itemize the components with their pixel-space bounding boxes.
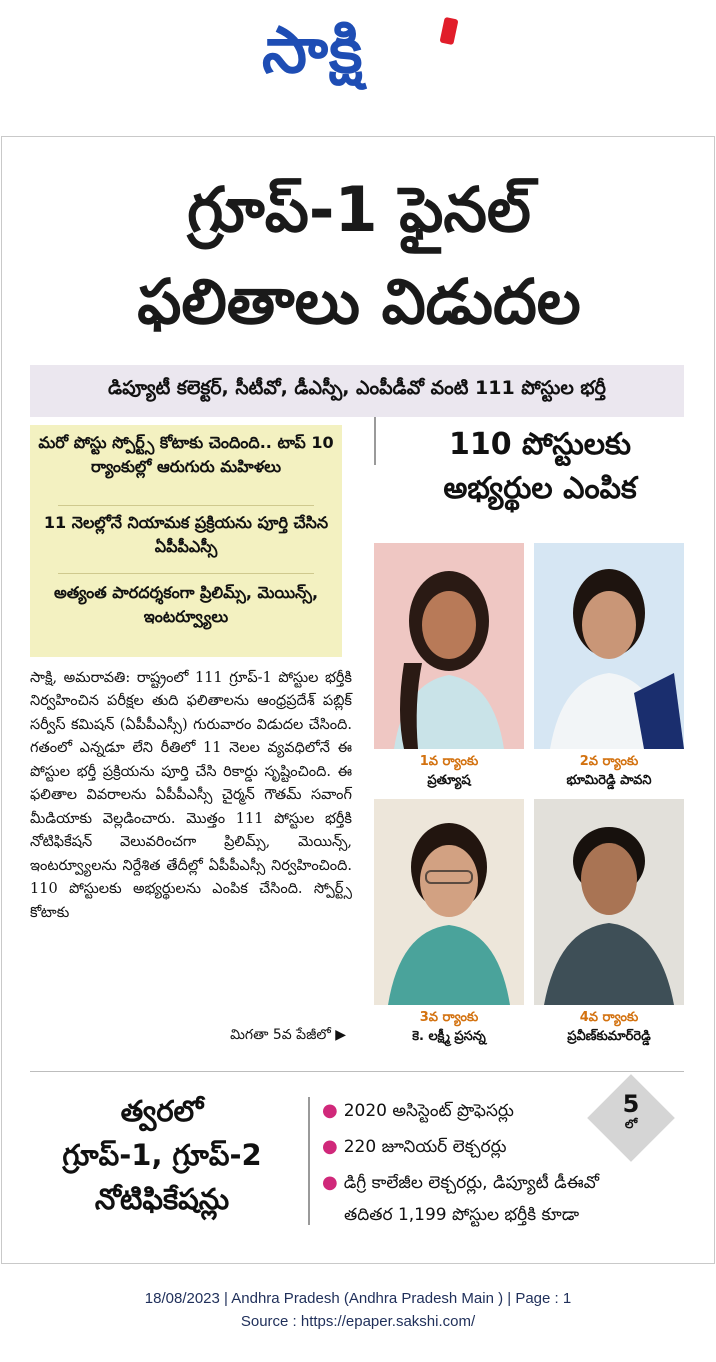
page-ref-number: 5 [622, 1090, 640, 1118]
topper-caption-4 [534, 1009, 684, 1047]
column-divider [308, 1097, 310, 1225]
logo-accent-mark [439, 17, 458, 45]
bullet-dot-icon: ● [322, 1172, 338, 1193]
subheadline: డిప్యూటీ కలెక్టర్, సీటీవో, డీఎస్పీ, ఎంపీడీవో వంటి 111 పోస్టుల భర్తీ [108, 377, 606, 399]
masthead [0, 0, 716, 110]
footer-source-link[interactable]: Source : https://epaper.sakshi.com/ [240, 1312, 476, 1330]
bullet-text: 2020 అసిస్టెంట్ ప్రొఫెసర్లు [343, 1101, 514, 1121]
page-ref-label [600, 1091, 662, 1134]
topper-photo-1 [374, 543, 524, 749]
rank-label: 2వ ర్యాంకు [579, 754, 639, 769]
topper-caption-3 [374, 1009, 524, 1047]
topper-name: భూమిరెడ్డి పావని [566, 772, 652, 788]
footer [0, 1288, 716, 1333]
continued-label: మిగతా 5వ పేజీలో [230, 1027, 331, 1043]
subheadline-band [30, 365, 684, 417]
bullet-continuation: తదితర 1,199 పోస్టుల భర్తీకి కూడా [344, 1205, 580, 1225]
bullet-text: 220 జూనియర్ లెక్చరర్లు [343, 1137, 507, 1157]
divider [58, 573, 314, 574]
notifications-headline-line: నోటిఫికేషన్లు [94, 1182, 230, 1217]
footer-date-edition: 18/08/2023 | Andhra Pradesh (Andhra Pradesh Main ) | Page : 1 [144, 1290, 572, 1307]
section-divider [30, 1071, 684, 1072]
topper-photo-3 [374, 799, 524, 1005]
news-clipping [1, 136, 715, 1264]
headline-line-2: ఫలితాలు విడుదల [137, 265, 581, 338]
article-body: సాక్షి, అమరావతి: రాష్ట్రంలో 111 గ్రూప్‌-1 పోస్టుల భర్తీకి నిర్వహించిన పరీక్షల తుది ఫలితాలను ఆంధ్రప్రదేశ్ పబ్లిక్ సర్వీస్ కమిషన్ (ఏపీపీఎస్సీ) గురువారం విడుదల చేసింది. గతంలో ఎన్నడూ లేని రీతిలో 11 నెలల వ్యవధిలోనే ఈ పోస్టుల భర్తీ ప్రక్రియను పూర్తి చేసి రికార్డు సృష్టించింది. ఈ ఫలితాల వివరాలను ఏపీపీఎస్సీ చైర్మన్ గౌతమ్ సవాంగ్ మీడియాకు వెల్లడించారు. మొత్తం 111 పోస్టుల భర్తీకి నోటిఫికేషన్ వెలువరించగా ప్రిలిమ్స్, మెయిన్స్, ఇంటర్వ్యూలను నిర్దేశిత తేదీల్లో ఏపీపీఎస్సీ నిర్వహించింది. 110 పోస్టులకు అభ్యర్థులను ఎంపిక చేసింది. స్పోర్ట్స్ కోటాకు [30, 670, 352, 921]
bullet-dot-icon: ● [322, 1100, 338, 1121]
highlight-item: 11 నెలల్లోనే నియామక ప్రక్రియను పూర్తి చేసిన ఏపీపీఎస్సీ [43, 513, 329, 556]
highlight-item: మరో పోస్టు స్పోర్ట్స్ కోటాకు చెందింది.. టాప్ 10 ర్యాంకుల్లో ఆరుగురు మహిళలు [38, 433, 334, 476]
headline-line-1: గ్రూప్‌-1 ఫైనల్‌ [187, 173, 531, 246]
topper-name: కె. లక్ష్మీ ప్రసన్న [412, 1028, 486, 1044]
selection-headline: 110 పోస్టులకు అభ్యర్థుల ఎంపిక [443, 427, 637, 506]
continued-note[interactable] [180, 1027, 346, 1046]
bullet-item [322, 1133, 507, 1161]
notifications-headline-line: గ్రూప్‌-1, గ్రూప్‌-2 [62, 1138, 262, 1173]
divider [58, 505, 314, 506]
bullet-dot-icon: ● [322, 1136, 338, 1157]
notifications-headline-line: త్వరలో [120, 1094, 204, 1128]
bullet-item [322, 1169, 682, 1197]
play-triangle-icon: ▶ [335, 1027, 346, 1043]
highlight-item: అత్యంత పారదర్శకంగా ప్రిలిమ్స్, మెయిన్స్, ఇంటర్వ్యూలు [53, 583, 319, 626]
bullet-text: డిగ్రీ కాలేజీల లెక్చరర్లు, డిప్యూటీ డీఈవో [343, 1173, 600, 1193]
topper-photo-2 [534, 543, 684, 749]
page-ref-suffix: లో [624, 1117, 638, 1132]
topper-caption-1 [374, 753, 524, 791]
topper-caption-2 [534, 753, 684, 791]
column-divider [374, 417, 376, 465]
rank-label: 1వ ర్యాంకు [419, 754, 479, 769]
topper-photo-4 [534, 799, 684, 1005]
bullet-item [322, 1097, 514, 1125]
topper-name: ప్రవీణ్‌కుమార్‌రెడ్డి [567, 1028, 651, 1044]
sakshi-logo: సాక్షి [262, 14, 364, 88]
highlights-box [30, 425, 342, 657]
rank-label: 3వ ర్యాంకు [419, 1010, 479, 1025]
notifications-headline [24, 1089, 300, 1221]
topper-name: ప్రత్యూష [427, 772, 471, 788]
rank-label: 4వ ర్యాంకు [579, 1010, 639, 1025]
